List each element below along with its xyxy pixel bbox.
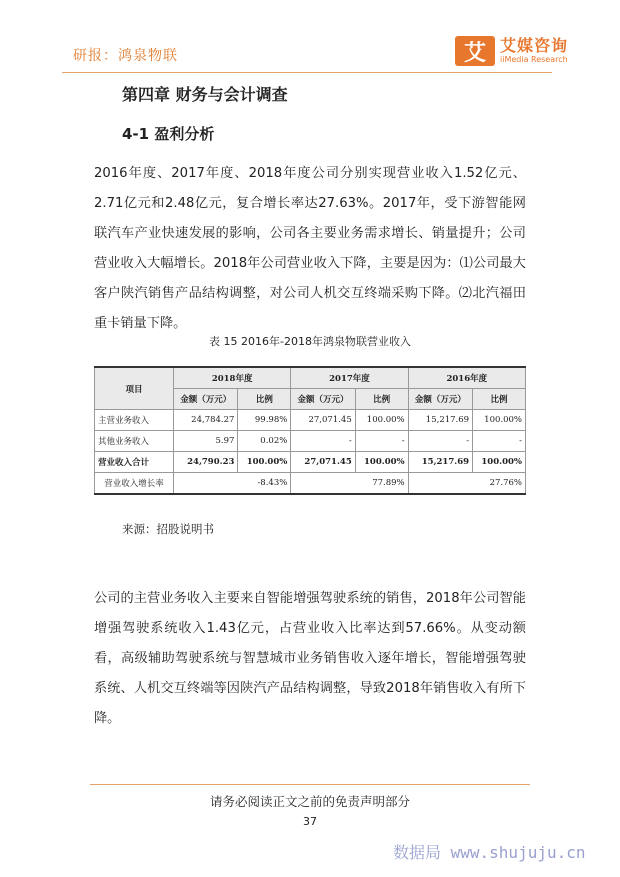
table-cell: 24,784.27 — [174, 410, 238, 431]
table-caption: 表 15 2016年-2018年鸿泉物联营业收入 — [209, 335, 411, 348]
row-label: 营业收入增长率 — [95, 473, 174, 495]
section-heading: 4-1 盈利分析 — [122, 125, 215, 143]
disclaimer-note: 请务必阅读正文之前的免责声明部分 — [209, 794, 410, 809]
table-cell: 100.00% — [355, 452, 408, 473]
table-cell: 5.97 — [174, 431, 238, 452]
row-label: 主营业务收入 — [95, 410, 174, 431]
revenue-table — [94, 366, 526, 495]
table-subheader: 比例 — [355, 389, 408, 410]
table-header-year: 2017年度 — [291, 367, 408, 389]
logo — [455, 36, 568, 66]
table-cell: 24,790.23 — [174, 452, 238, 473]
paragraph-main-business: 公司的主营业务收入主要来自智能增强驾驶系统的销售，2018年公司智能增强驾驶系统收入1.43亿元，占营业收入比率达到57.66%。从变动额看，高级辅助驾驶系统与智慧城市业务销售收入逐年增长，智能增强驾驶系统、人机交互终端等因陕汽产品结构调整，导致2018年销售收入有所下降。 — [94, 591, 526, 726]
table-row-total — [95, 452, 526, 473]
table-cell: 0.02% — [238, 431, 291, 452]
header-divider — [62, 72, 552, 73]
row-label: 营业收入合计 — [95, 452, 174, 473]
table-subheader: 金额（万元） — [291, 389, 355, 410]
table-subheader: 金额（万元） — [174, 389, 238, 410]
table-subheader: 金额（万元） — [408, 389, 472, 410]
report-title: 研报：鸿泉物联 — [73, 48, 178, 64]
table-subheader: 比例 — [238, 389, 291, 410]
table-cell: 27,071.45 — [291, 452, 355, 473]
chapter-heading: 第四章 财务与会计调查 — [122, 85, 288, 104]
table-cell: - — [473, 431, 526, 452]
table-cell: 99.98% — [238, 410, 291, 431]
table-header-year: 2018年度 — [174, 367, 291, 389]
table-cell: 100.00% — [473, 410, 526, 431]
watermark: 数据局 www.shujuju.cn — [393, 843, 586, 862]
table-header-item: 项目 — [95, 367, 174, 410]
table-header-year: 2016年度 — [408, 367, 525, 389]
table-cell: 15,217.69 — [408, 452, 472, 473]
table-cell: 27.76% — [408, 473, 525, 495]
table-subheader: 比例 — [473, 389, 526, 410]
table-cell: 100.00% — [238, 452, 291, 473]
paragraph-revenue-overview: 2016年度、2017年度、2018年度公司分别实现营业收入1.52亿元、2.71亿元和2.48亿元，复合增长率达27.63%。2017年，受下游智能网联汽车产业快速发展的影响，公司各主要业务需求增长、销量提升；公司营业收入大幅增长。2018年公司营业收入下降，主要是因为：⑴公司最大客户陕汽销售产品结构调整，对公司人机交互终端采购下降。⑵北汽福田重卡销量下降。 — [94, 166, 526, 331]
table-cell: - — [355, 431, 408, 452]
table-cell: -8.43% — [174, 473, 291, 495]
logo-name-cn: 艾媒咨询 — [500, 36, 569, 55]
logo-name-en: iiMedia Research — [500, 55, 568, 64]
logo-icon: 艾 — [455, 36, 495, 66]
table-cell: 100.00% — [473, 452, 526, 473]
table-cell: 27,071.45 — [291, 410, 355, 431]
table-row — [95, 431, 526, 452]
table-cell: 15,217.69 — [408, 410, 472, 431]
table-cell: - — [408, 431, 472, 452]
table-row — [95, 410, 526, 431]
table-cell: - — [291, 431, 355, 452]
table-cell: 77.89% — [291, 473, 408, 495]
row-label: 其他业务收入 — [95, 431, 174, 452]
source-note: 来源：招股说明书 — [122, 522, 214, 536]
footer-divider — [90, 784, 530, 785]
table-cell: 100.00% — [355, 410, 408, 431]
page-number: 37 — [303, 815, 317, 828]
logo-text — [500, 37, 568, 65]
table-row-growth — [95, 473, 526, 495]
